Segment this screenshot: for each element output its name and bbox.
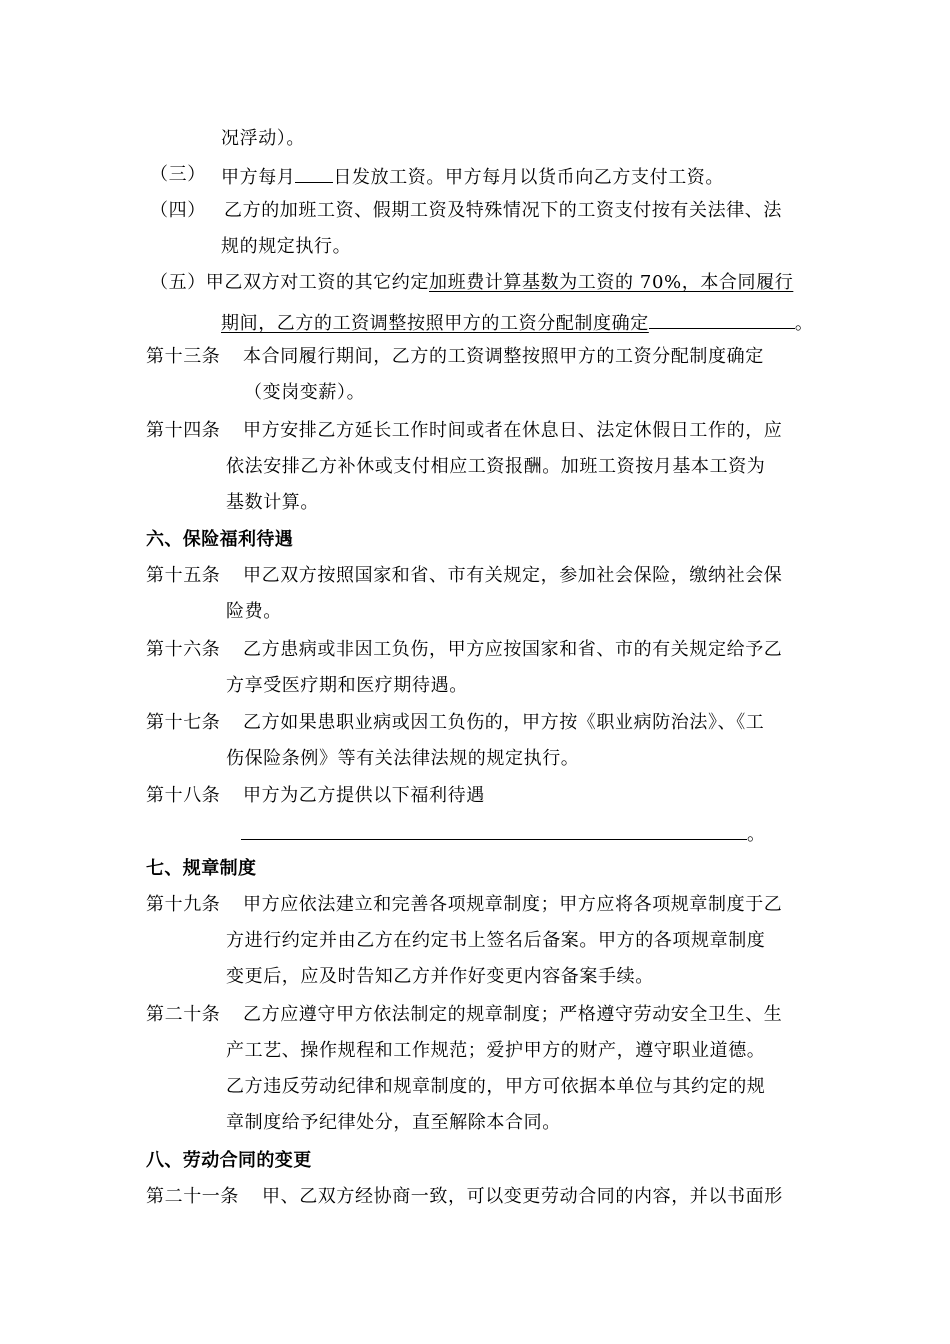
paragraph-line	[241, 821, 766, 846]
paragraph-line: 方享受医疗期和医疗期待遇。	[226, 675, 468, 696]
text-span: 。	[747, 824, 766, 845]
paragraph-line	[221, 164, 724, 189]
text-span: 。	[794, 313, 814, 334]
paragraph-line: 甲方为乙方提供以下福利待遇	[243, 785, 485, 806]
paragraph-line: 险费。	[226, 601, 282, 622]
paragraph-line	[150, 272, 793, 294]
paragraph-line: 产工艺、操作规程和工作规范；爱护甲方的财产，遵守职业道德。	[226, 1040, 766, 1061]
section-heading: 八、劳动合同的变更	[146, 1150, 312, 1171]
paragraph-line: 乙方的加班工资、假期工资及特殊情况下的工资支付按有关法律、法	[224, 200, 782, 221]
paragraph-line: 依法安排乙方补休或支付相应工资报酬。加班工资按月基本工资为	[226, 456, 766, 477]
fill-in-blank	[649, 310, 795, 329]
paragraph-line	[221, 310, 813, 335]
paragraph-line: 规的规定执行。	[221, 236, 352, 257]
fill-in-blank	[295, 164, 333, 183]
text-span: 甲方每月	[221, 167, 296, 188]
article-label: 第十七条	[146, 712, 221, 733]
article-label: 第十八条	[146, 785, 221, 806]
article-label: 第十五条	[146, 565, 221, 586]
paragraph-line: 乙方应遵守甲方依法制定的规章制度；严格遵守劳动安全卫生、生	[243, 1004, 783, 1025]
text-span: （五）甲乙双方对工资的其它约定	[150, 272, 429, 293]
paragraph-line: 乙方如果患职业病或因工负伤的，甲方按《职业病防治法》、《工	[243, 712, 765, 733]
paragraph-line: 甲方应依法建立和完善各项规章制度；甲方应将各项规章制度于乙	[243, 894, 783, 915]
paragraph-line: 乙方患病或非因工负伤，甲方应按国家和省、市的有关规定给予乙	[243, 639, 783, 660]
fill-in-blank	[241, 821, 747, 840]
section-heading: 七、规章制度	[146, 858, 257, 879]
paragraph-line: 甲方安排乙方延长工作时间或者在休息日、法定休假日工作的，应	[243, 420, 783, 441]
paragraph-line: 甲、乙双方经协商一致，可以变更劳动合同的内容，并以书面形	[262, 1186, 783, 1207]
article-label: 第十三条	[146, 346, 221, 367]
paragraph-line: 基数计算。	[226, 492, 319, 513]
clause-number: （四）	[150, 200, 206, 221]
article-label: 第十六条	[146, 639, 221, 660]
paragraph-line: 章制度给予纪律处分，直至解除本合同。	[226, 1112, 561, 1133]
article-label: 第十九条	[146, 894, 221, 915]
article-label: 第二十条	[146, 1004, 221, 1025]
paragraph-line: 变更后，应及时告知乙方并作好变更内容备案手续。	[226, 966, 654, 987]
paragraph-line: 况浮动）。	[221, 128, 305, 149]
underlined-text: 期间，乙方的工资调整按照甲方的工资分配制度确定	[221, 313, 649, 334]
paragraph-line: 方进行约定并由乙方在约定书上签名后备案。甲方的各项规章制度	[226, 930, 766, 951]
underlined-text: 加班费计算基数为工资的 70%，本合同履行	[429, 272, 794, 293]
paragraph-line: 甲乙双方按照国家和省、市有关规定，参加社会保险，缴纳社会保	[243, 565, 783, 586]
paragraph-line: 乙方违反劳动纪律和规章制度的，甲方可依据本单位与其约定的规	[226, 1076, 766, 1097]
paragraph-line: （变岗变薪）。	[244, 382, 366, 403]
paragraph-line: 本合同履行期间，乙方的工资调整按照甲方的工资分配制度确定	[243, 346, 764, 367]
paragraph-line: 伤保险条例》等有关法律法规的规定执行。	[226, 748, 580, 769]
section-heading: 六、保险福利待遇	[146, 529, 294, 550]
text-span: 日发放工资。甲方每月以货币向乙方支付工资。	[333, 167, 725, 188]
clause-number: （三）	[150, 164, 206, 185]
article-label: 第十四条	[146, 420, 221, 441]
article-label: 第二十一条	[146, 1186, 239, 1207]
